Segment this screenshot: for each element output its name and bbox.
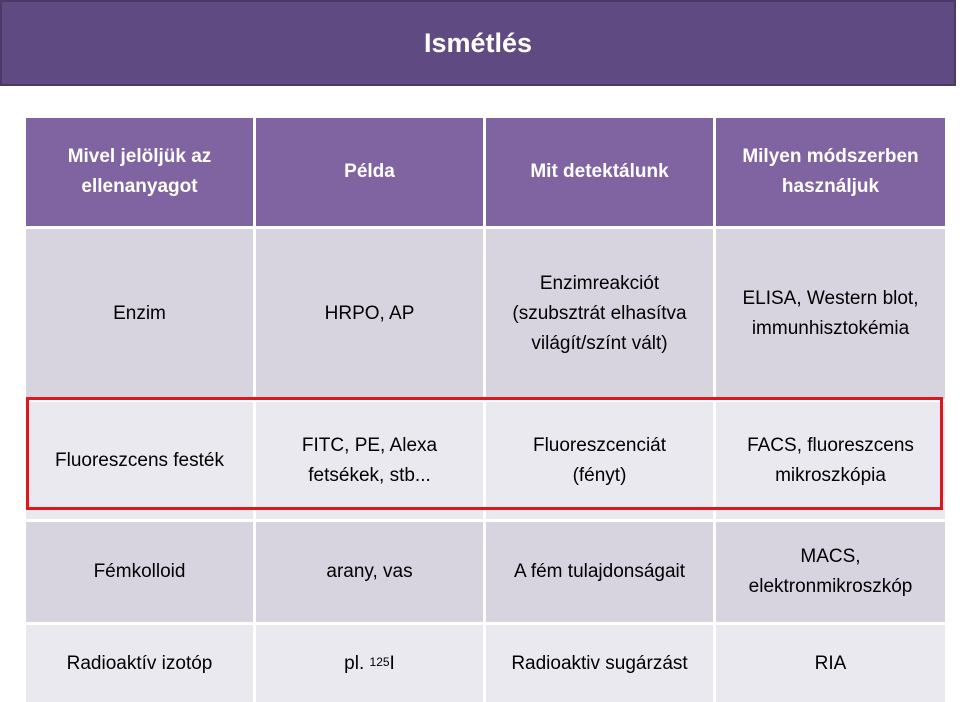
table-cell: Radioaktív izotóp: [26, 625, 253, 702]
table-cell: Enzimreakciót (szubsztrát elhasítva világít/színt vált): [486, 229, 713, 399]
table-cell: arany, vas: [256, 522, 483, 622]
header-cell-detect: Mit detektálunk: [486, 118, 713, 226]
table-cell: Fémkolloid: [26, 522, 253, 622]
table-cell: A fém tulajdonságait: [486, 522, 713, 622]
header-cell-method: Milyen módszerben használjuk: [716, 118, 945, 226]
table-cell: RIA: [716, 625, 945, 702]
header-cell-example: Példa: [256, 118, 483, 226]
comparison-table: [26, 118, 960, 694]
slide-title: Ismétlés: [0, 0, 956, 86]
isotope-example-cell: pl. $^{125}$ I: [256, 625, 483, 702]
table-cell: Radioaktiv sugárzást: [486, 625, 713, 702]
table-cell: Fluoreszcens festék: [26, 402, 253, 519]
table-cell: HRPO, AP: [256, 229, 483, 399]
table-cell: ELISA, Western blot, immunhisztokémia: [716, 229, 945, 399]
table-cell: Enzim: [26, 229, 253, 399]
isotope-symbol: I: [389, 652, 395, 674]
header-cell-label: Mivel jelöljük az ellenanyagot: [26, 118, 253, 226]
table-cell: FACS, fluoreszcens mikroszkópia: [716, 402, 945, 519]
table-cell: FITC, PE, Alexa fetsékek, stb...: [256, 402, 483, 519]
table-cell: MACS, elektronmikroszkóp: [716, 522, 945, 622]
isotope-prefix: pl.: [344, 652, 370, 674]
table-cell: Fluoreszcenciát (fényt): [486, 402, 713, 519]
